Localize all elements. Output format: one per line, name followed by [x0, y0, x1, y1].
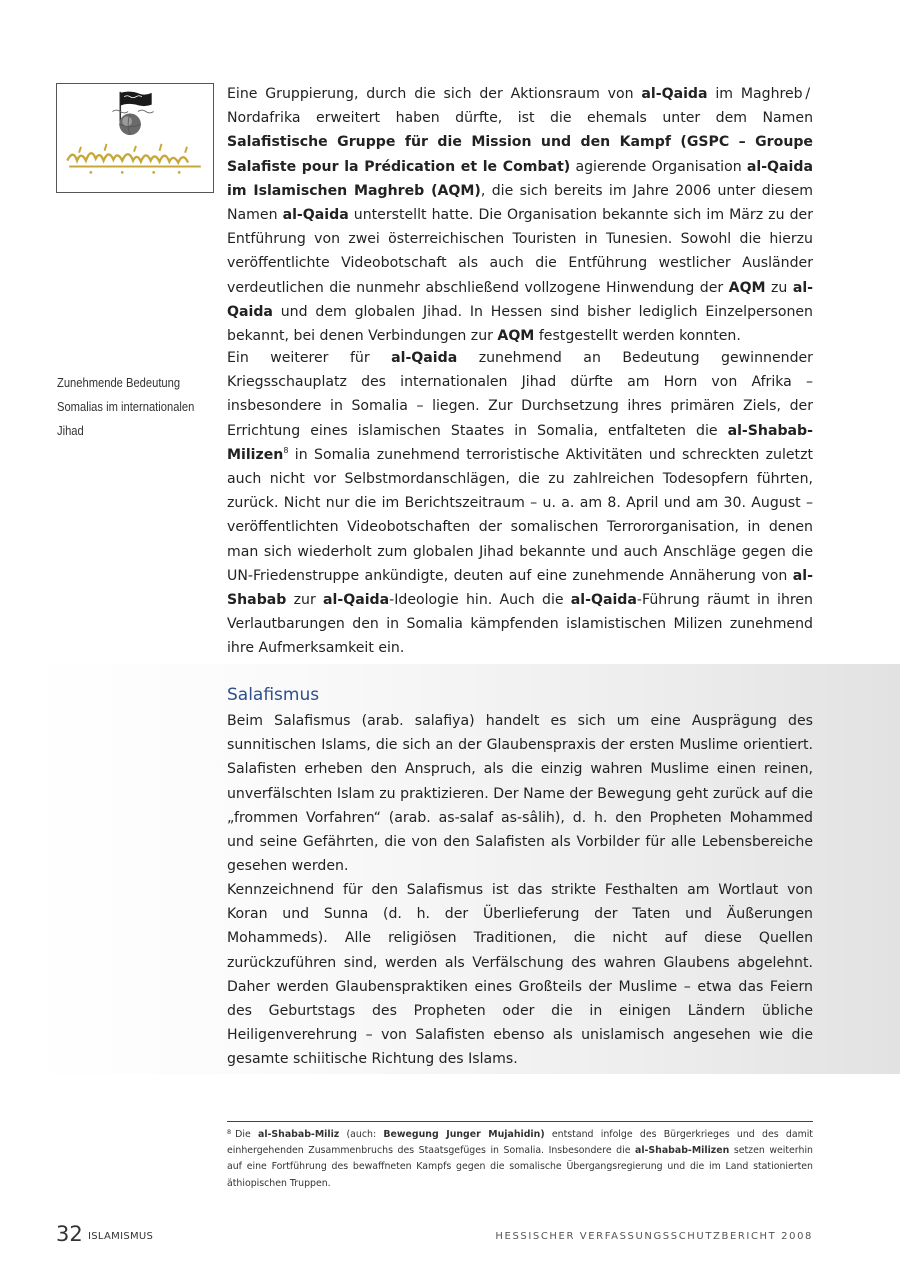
info-box-title: Salafismus [227, 685, 320, 705]
emphasis-term: Salafistische Gruppe für die Mission und den Kampf (GSPC – Groupe Salafiste pour la Prédication et le Combat) [227, 134, 813, 175]
text-run: Ein weiterer für [227, 350, 392, 366]
emphasis-term: AQM [728, 279, 766, 296]
emphasis-term: al-Qaida [282, 207, 349, 224]
text-run: Eine Gruppierung, durch die sich der Aktionsraum von [227, 86, 642, 102]
body-paragraph-somalia [227, 346, 813, 661]
emphasis-term: al-Qaida [570, 592, 637, 609]
footnote-ref: 8 [283, 445, 289, 455]
text-run: (auch: [339, 1129, 384, 1140]
al-qaida-maghreb-logo-icon [57, 84, 213, 192]
text-run: agierende Organisation [570, 158, 747, 175]
emphasis-term: al-Qaida im Islamischen Maghreb (AQM) [227, 158, 813, 199]
emphasis-term: al-Shabab-Miliz [258, 1129, 340, 1140]
text-run: zu [765, 279, 793, 296]
text-run: entstand infolge des Bürgerkrieges und des damit einhergehenden Zusammenbruchs des Staatsgefüges in Somalia. Insbesondere die [227, 1129, 813, 1157]
info-box-paragraph-2: Kennzeichnend für den Salafismus ist das strikte Festhalten am Wortlaut von Koran und Sunna (d. h. der Überlieferung der Taten und Äußerungen Mohammeds). Alle religiösen Traditionen, die nicht auf diese Quellen zurückzuführen sind, werden als Verfälschung des wahren Glaubens abgelehnt. Daher werden Glaubenspraktiken eines Großteils der Muslime – etwa das Feiern des Geburtstags des Propheten oder die in einigen Ländern übliche Heiligenverehrung – von Salafisten ebenso als unislamisch angesehen wie die gesamte schiitische Richtung des Islams. [227, 882, 813, 1068]
text-run: , die sich bereits im Jahre 2006 unter diesem Namen [227, 182, 813, 224]
text-run: setzen weiterhin auf eine Fortführung des bewaffneten Kampfs gegen die somalische Übergangsregierung und die im Land stationierten äthiopischen Truppen. [227, 1145, 813, 1189]
text-run: in Somalia zunehmend terroristische Aktivitäten und schreckten zuletzt auch nicht vor Selbstmordanschlägen, die zu zahlreichen Todesopfern führten, zurück. Nicht nur die im Berichtszeitraum – u. a. am 8. April und am 30. August – veröffentlichten Videobotschaften der somalischen Terrororganisation, in denen man sich wiederholt zum globalen Jihad bekannte und auch Anschläge gegen die UN-Friedenstruppe ankündigte, deuten auf eine zunehmende Annäherung von [227, 446, 813, 584]
emphasis-term: al-Shabab [227, 567, 813, 609]
text-run: zur [286, 592, 324, 609]
page-number: 32 [56, 1222, 83, 1246]
emphasis-term: al-Shabab-Milizen [227, 422, 813, 463]
text-run: -Ideologie hin. Auch die [389, 592, 571, 609]
footnote-number: 8 [227, 1128, 232, 1136]
text-run: und dem globalen Jihad. In Hessen sind bisher lediglich Einzelpersonen bekannt, bei denen Verbindungen zur [227, 303, 813, 345]
emphasis-term: al-Qaida [391, 350, 458, 366]
info-box-paragraph-1: Beim Salafismus (arab. salafiya) handelt es sich um eine Ausprägung des sunnitischen Islams, die sich an der Glaubenspraxis der ersten Muslime orientiert. Salafisten erheben den Anspruch, als die einzig wahren Muslime einen reinen, unverfälschten Islam zu praktizieren. Der Name der Bewegung geht zurück auf die „frommen Vorfahren“ (arab. as-salaf as-sâlih), d. h. den Propheten Mohammed und seine Gefährten, die von den Salafisten als Vorbilder für alle Lebensbereiche gesehen werden. [227, 713, 813, 875]
emphasis-term: AQM [497, 328, 535, 345]
footnote-text [227, 1129, 813, 1189]
text-run: unterstellt hatte. Die Organisation bekannte sich im März zu der Entführung von zwei österreichischen Touristen in Tunesien. Sowohl die hierzu veröffentlichte Videobotschaft als auch die Entführung westlicher Ausländer verdeutlichen die nunmehr abschließend vollzogene Hinwendung der [227, 207, 813, 296]
footnote [227, 1124, 813, 1192]
footnote-divider [227, 1121, 813, 1122]
section-label: ISLAMISMUS [88, 1231, 154, 1242]
body-paragraph-aqm [227, 82, 813, 348]
emphasis-term: al-Qaida [227, 279, 814, 320]
text-run: Die [235, 1129, 258, 1140]
emphasis-term: al-Shabab-Milizen [635, 1145, 730, 1157]
report-title: HESSISCHER VERFASSUNGSSCHUTZBERICHT 2008 [495, 1231, 813, 1242]
emphasis-term: al-Qaida [641, 86, 708, 102]
text-run: festgestellt werden konnten. [534, 328, 741, 345]
logo-image [56, 83, 214, 193]
text-run: zunehmend an Bedeutung gewinnender Kriegsschauplatz des internationalen Jihad dürfte am Horn von Afrika – insbesondere in Somalia – liegen. Zur Durchsetzung ihres primären Ziels, der Errichtung eines islamischen Staates in Somalia, entfalteten die [227, 350, 813, 439]
text-run: im Maghreb / Nordafrika erweitert haben dürfte, ist die ehemals unter dem Namen [227, 86, 813, 127]
margin-note: Zunehmende Bedeutung Somalias im internationalen Jihad [57, 375, 195, 439]
emphasis-term: al-Qaida [323, 592, 390, 609]
text-run: -Führung räumt in ihren Verlautbarungen den in Somalia kämpfenden islamistischen Milizen zunehmend ihre Aufmerksamkeit ein. [227, 592, 813, 657]
emphasis-term: Bewegung Junger Mujahidin) [383, 1129, 545, 1140]
